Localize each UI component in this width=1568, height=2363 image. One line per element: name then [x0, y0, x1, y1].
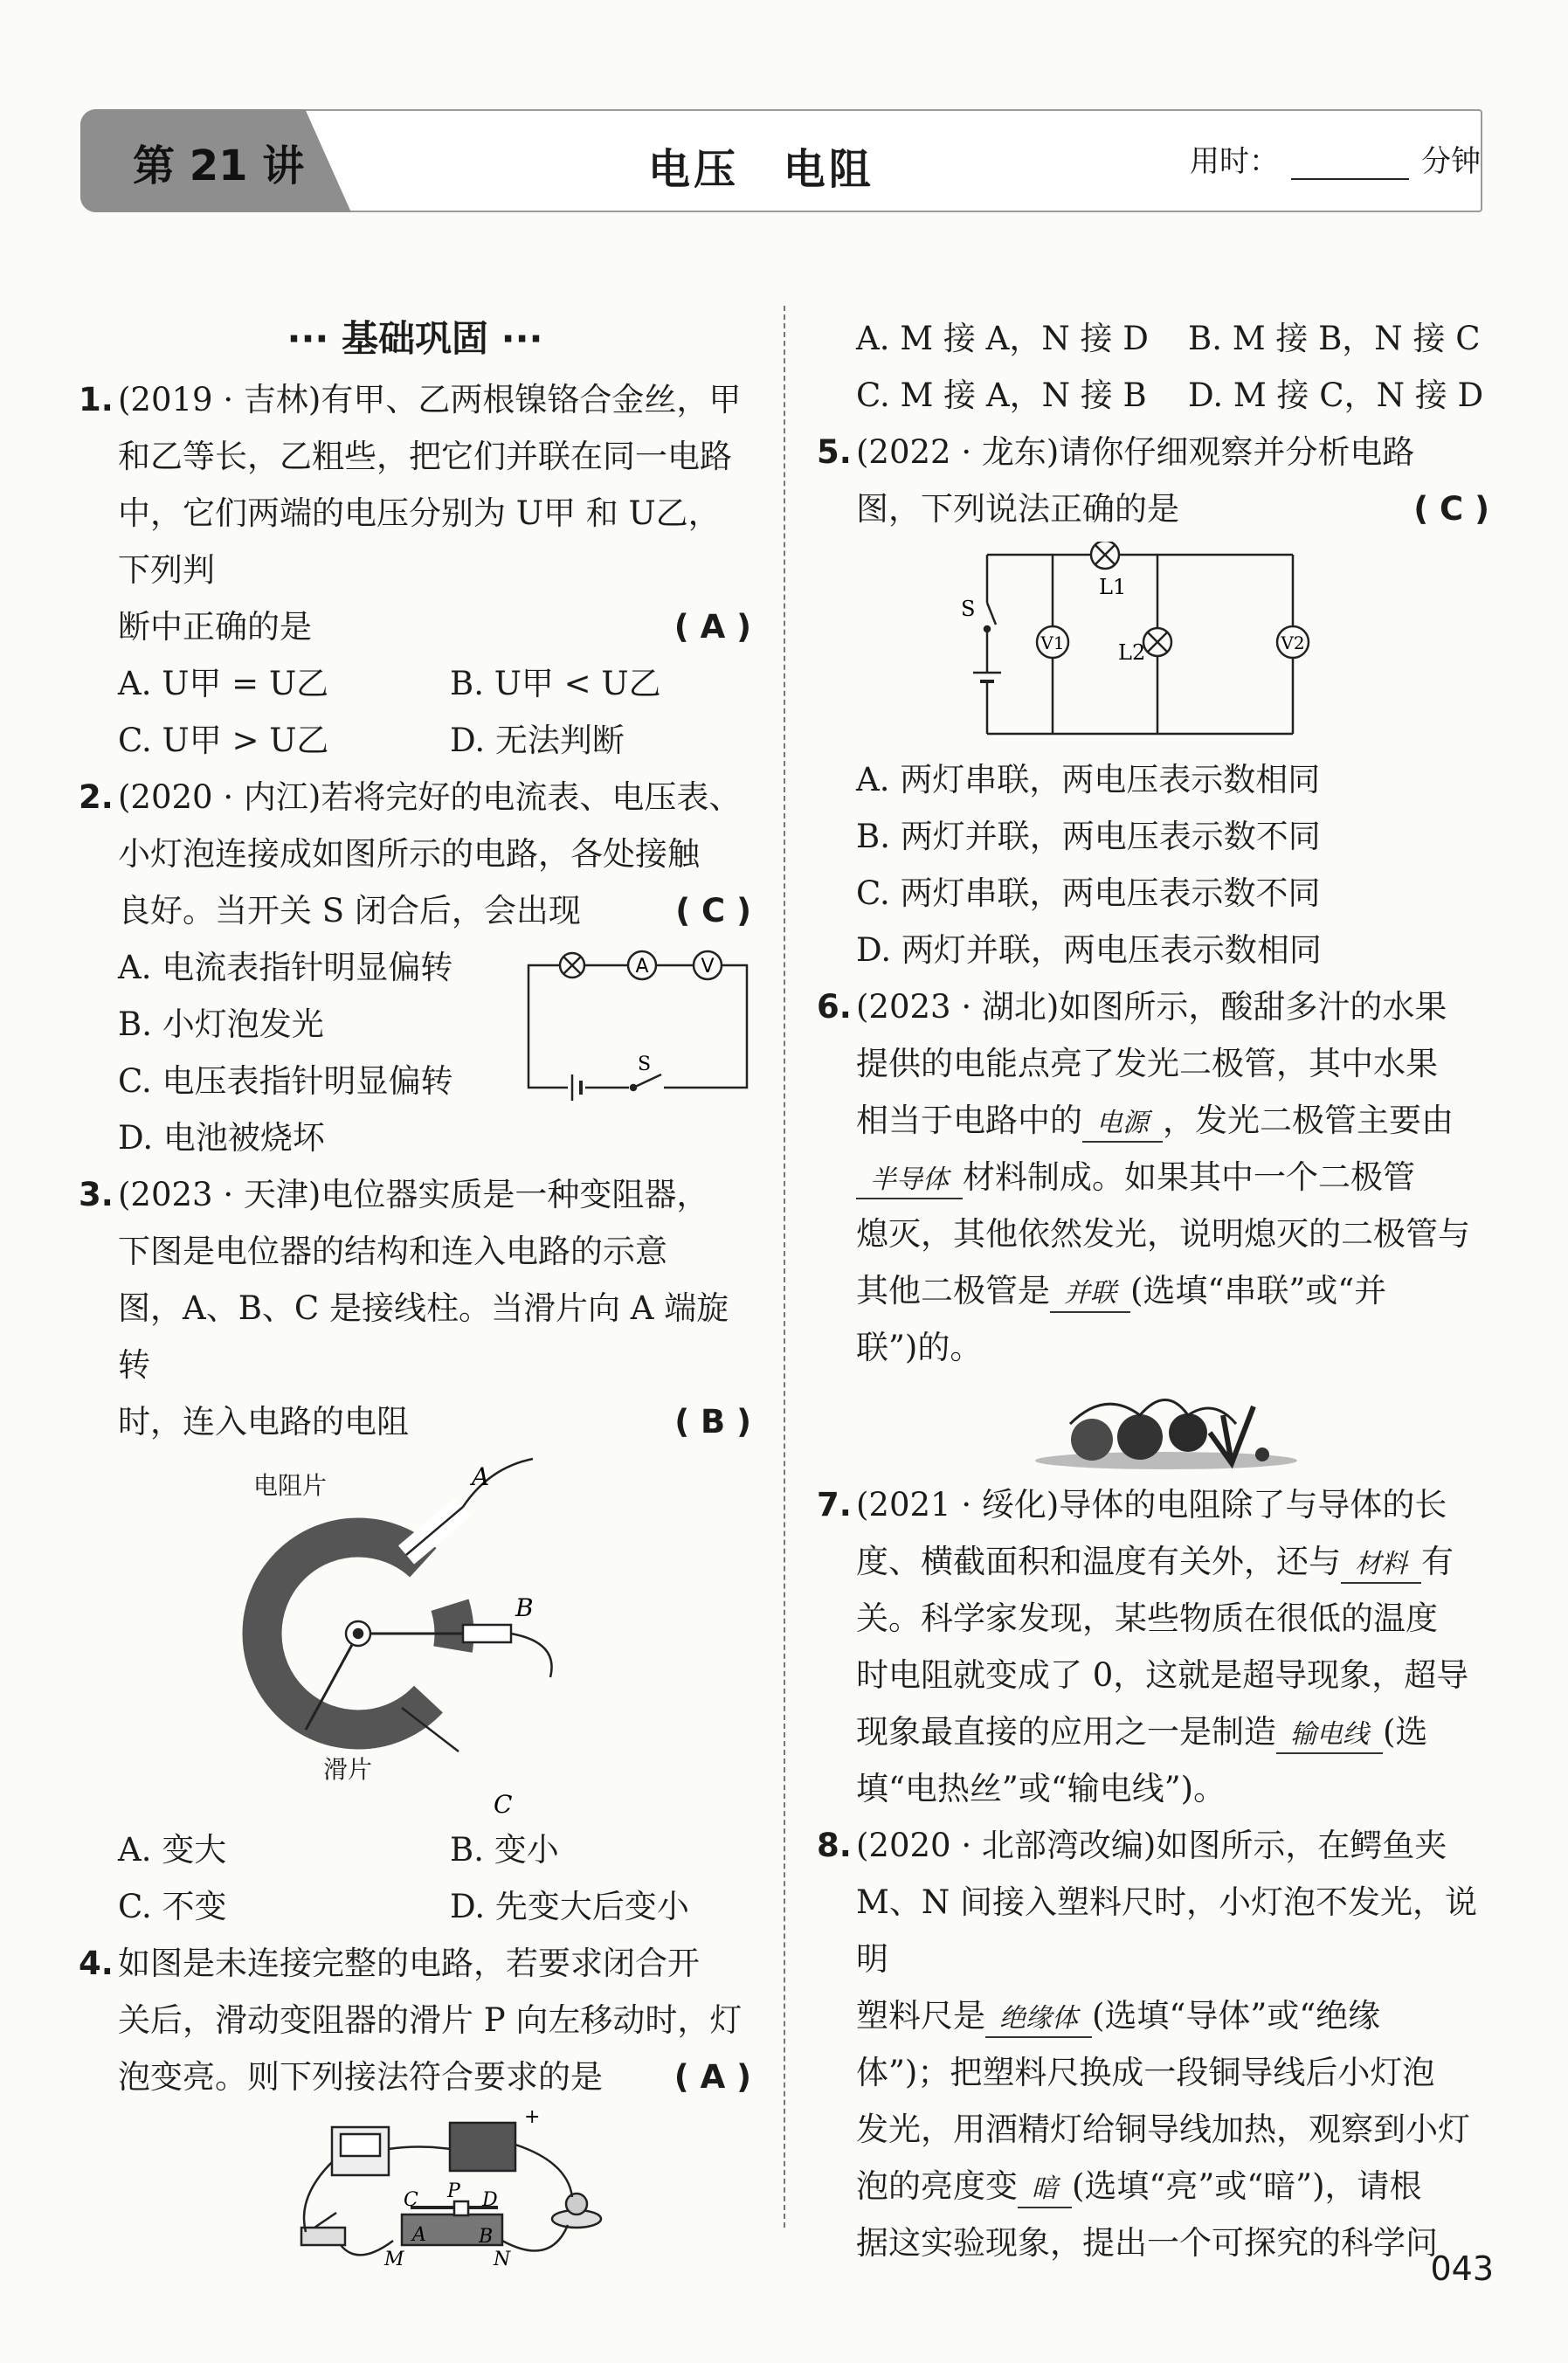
question-text: (选填“导体”或“绝缘: [1092, 1997, 1381, 2035]
options-q1: [79, 655, 751, 769]
time-blank[interactable]: [1291, 149, 1409, 180]
options-q3: [79, 1821, 751, 1935]
terminal-c: C: [494, 1790, 513, 1817]
fruit-led-image: [1035, 1380, 1297, 1472]
switch-label: S: [638, 1054, 652, 1075]
time-label: 用时：: [1190, 144, 1279, 179]
fruit-battery-photo: [817, 1376, 1489, 1476]
option[interactable]: B. M 接 B，N 接 C: [1188, 320, 1481, 357]
voltmeter-v1-label: V1: [1040, 632, 1065, 653]
time-unit: 分钟: [1421, 144, 1481, 179]
option[interactable]: A. U甲 = U乙: [118, 665, 329, 702]
question-text: 现象最直接的应用之一是制造: [856, 1713, 1276, 1751]
fill-blank-answer[interactable]: 绝缘体: [985, 2001, 1092, 2038]
question-7: [817, 1476, 1489, 1817]
option[interactable]: A. M 接 A，N 接 D: [856, 320, 1149, 357]
question-text: 良好。当开关 S 闭合后，会出现: [118, 892, 581, 929]
question-text: 时电阻就变成了 0，这就是超导现象，超导: [856, 1656, 1469, 1694]
option[interactable]: D. 两灯并联，两电压表示数相同: [856, 931, 1322, 969]
question-text: 熄灭，其他依然发光，说明熄灭的二极管与: [856, 1215, 1470, 1253]
sliding-rheostat-circuit: [288, 2110, 673, 2271]
question-number: 1.: [79, 381, 114, 418]
question-2: [79, 769, 751, 939]
right-column: [817, 310, 1489, 2271]
question-5: [817, 424, 1489, 537]
question-number: 3.: [79, 1176, 114, 1213]
question-text: 关后，滑动变阻器的滑片 P 向左移动时，灯: [118, 2001, 743, 2039]
fill-blank-answer[interactable]: 半导体: [856, 1163, 963, 1199]
question-text: 发光，用酒精灯给铜导线加热，观察到小灯: [856, 2111, 1470, 2148]
slider-label: 滑片: [323, 1755, 373, 1784]
question-text: 联”)的。: [856, 1329, 983, 1366]
question-text: 有: [1421, 1543, 1454, 1580]
fill-blank-answer[interactable]: 并联: [1050, 1276, 1130, 1313]
answer: ( C ): [675, 892, 751, 929]
resistor-label: 电阻片: [253, 1471, 328, 1500]
option[interactable]: C. 两灯串联，两电压表示数不同: [856, 874, 1321, 912]
question-number: 2.: [79, 778, 114, 816]
circuit-diagram-q5: [961, 542, 1328, 747]
question-text: (2021 · 绥化)导体的电阻除了与导体的长: [856, 1486, 1447, 1524]
question-number: 5.: [817, 433, 852, 471]
terminal-a: A: [472, 1462, 490, 1491]
question-text: (选填“亮”或“暗”)，请根: [1072, 2167, 1422, 2205]
label-b: B: [479, 2226, 494, 2248]
voltmeter-v2-label: V2: [1281, 632, 1305, 653]
section-title: ··· 基础巩固 ···: [287, 317, 543, 360]
label-n: N: [494, 2249, 511, 2270]
potentiometer-figure: [79, 1450, 751, 1821]
label-m: M: [384, 2249, 404, 2270]
lamp-l1-label: L1: [1099, 575, 1127, 599]
question-text: (2023 · 天津)电位器实质是一种变阻器，: [118, 1176, 709, 1213]
question-text: ，发光二极管主要由: [1163, 1102, 1454, 1139]
option[interactable]: D. 先变大后变小: [450, 1888, 689, 1925]
option[interactable]: D. M 接 C，N 接 D: [1188, 377, 1484, 414]
left-column: [79, 310, 751, 2271]
question-8: [817, 1817, 1489, 2271]
option[interactable]: B. 两灯并联，两电压表示数不同: [856, 818, 1321, 855]
question-text: (2020 · 北部湾改编)如图所示，在鳄鱼夹: [856, 1827, 1447, 1864]
label-d: D: [482, 2189, 498, 2211]
question-text: 图，下列说法正确的是: [856, 490, 1179, 528]
question-text: 体”)；把塑料尺换成一段铜导线后小灯泡: [856, 2054, 1435, 2091]
option[interactable]: C. M 接 A，N 接 B: [856, 377, 1147, 414]
column-divider: [784, 306, 785, 2228]
question-text: (2023 · 湖北)如图所示，酸甜多汁的水果: [856, 988, 1447, 1026]
question-text: 中，它们两端的电压分别为 U甲 和 U乙，下列判: [118, 494, 721, 589]
question-text: 时，连入电路的电阻: [118, 1403, 409, 1441]
question-text: 和乙等长，乙粗些，把它们并联在同一电路: [118, 438, 732, 475]
question-text: (2019 · 吉林)有甲、乙两根镍铬合金丝，甲: [118, 381, 742, 418]
option[interactable]: B. 变小: [450, 1831, 559, 1869]
fill-blank-answer[interactable]: 输电线: [1276, 1717, 1383, 1754]
option[interactable]: B. 小灯泡发光: [118, 1005, 324, 1043]
question-text: 小灯泡连接成如图所示的电路，各处接触: [118, 835, 700, 873]
option[interactable]: C. 不变: [118, 1888, 227, 1925]
terminal-b: B: [515, 1593, 534, 1622]
answer: ( A ): [673, 608, 751, 646]
option[interactable]: A. 电流表指针明显偏转: [118, 949, 453, 986]
question-3: [79, 1166, 751, 1450]
option[interactable]: C. U甲 > U乙: [118, 722, 329, 759]
question-text: 据这实验现象，提出一个可探究的科学问: [856, 2224, 1438, 2262]
plus-label: +: [524, 2110, 541, 2128]
q4-figure: [79, 2105, 751, 2271]
switch-label: S: [961, 597, 976, 621]
option[interactable]: D. 电池被烧坏: [118, 1119, 325, 1157]
option[interactable]: A. 两灯串联，两电压表示数相同: [856, 761, 1321, 798]
option[interactable]: C. 电压表指针明显偏转: [118, 1062, 453, 1100]
label-c: C: [404, 2189, 418, 2211]
answer: ( C ): [1413, 490, 1489, 528]
option[interactable]: A. 变大: [118, 1831, 227, 1869]
option[interactable]: D. 无法判断: [450, 722, 625, 759]
question-text: 相当于电路中的: [856, 1102, 1082, 1139]
page-number: 043: [1430, 2249, 1494, 2288]
fill-blank-answer[interactable]: 暗: [1018, 2172, 1072, 2208]
fill-blank-answer[interactable]: 材料: [1341, 1547, 1421, 1584]
q5-figure: [817, 537, 1489, 751]
time-field: [1190, 137, 1481, 180]
lecture-header: [80, 109, 1482, 212]
question-text: 图，A、B、C 是接线柱。当滑片向 A 端旋转: [118, 1289, 729, 1384]
lamp-l2-label: L2: [1118, 640, 1146, 665]
question-text: 断中正确的是: [118, 608, 312, 646]
question-text: 其他二极管是: [856, 1272, 1050, 1309]
question-1: [79, 371, 751, 655]
question-number: 7.: [817, 1486, 852, 1524]
question-text: 下图是电位器的结构和连入电路的示意: [118, 1233, 667, 1270]
question-6: [817, 978, 1489, 1376]
q2-block: [79, 939, 751, 1166]
question-text: 填“电热丝”或“输电线”)。: [856, 1770, 1226, 1807]
lecture-title: 电压 电阻: [648, 145, 874, 194]
answer: ( A ): [673, 2058, 751, 2096]
question-text: 泡变亮。则下列接法符合要求的是: [118, 2058, 603, 2096]
option[interactable]: B. U甲 < U乙: [450, 665, 661, 702]
options-q5: [817, 751, 1489, 978]
voltmeter-label: V: [701, 956, 715, 978]
question-number: 4.: [79, 1945, 114, 1982]
label-p: P: [447, 2180, 460, 2202]
fill-blank-answer[interactable]: 电源: [1082, 1106, 1163, 1143]
question-text: 塑料尺是: [856, 1997, 985, 2035]
answer: ( B ): [674, 1403, 751, 1441]
question-text: (2022 · 龙东)请你仔细观察并分析电路: [856, 433, 1415, 471]
question-text: (选: [1383, 1713, 1428, 1751]
question-text: 提供的电能点亮了发光二极管，其中水果: [856, 1045, 1438, 1082]
question-text: (选填“串联”或“并: [1130, 1272, 1387, 1309]
potentiometer-diagram: [227, 1450, 594, 1817]
circuit-diagram-q2: [520, 943, 756, 1101]
question-text: 关。科学家发现，某些物质在很低的温度: [856, 1600, 1438, 1637]
question-text: 材料制成。如果其中一个二极管: [963, 1158, 1415, 1196]
question-4: [79, 1935, 751, 2105]
question-number: 6.: [817, 988, 852, 1026]
options-q4: [817, 310, 1489, 424]
question-text: M、N 间接入塑料尺时，小灯泡不发光，说明: [856, 1883, 1478, 1978]
question-text: 如图是未连接完整的电路，若要求闭合开: [118, 1945, 700, 1982]
label-a: A: [412, 2224, 426, 2246]
question-number: 8.: [817, 1827, 852, 1864]
question-text: 泡的亮度变: [856, 2167, 1018, 2205]
options-q2: [118, 939, 453, 1166]
question-text: (2020 · 内江)若将完好的电流表、电压表、: [118, 778, 742, 816]
ammeter-label: A: [635, 956, 649, 978]
question-text: 度、横截面积和温度有关外，还与: [856, 1543, 1341, 1580]
lecture-number: 第 21 讲: [133, 142, 305, 190]
